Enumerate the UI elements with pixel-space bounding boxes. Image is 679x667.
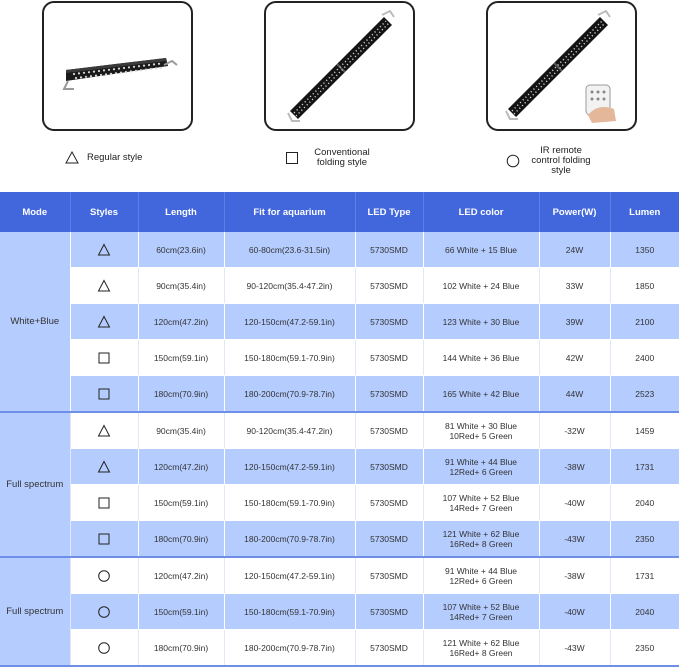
style-cell bbox=[70, 485, 138, 521]
fit-cell: 180-200cm(70.9-78.7in) bbox=[224, 630, 355, 667]
power-cell: -32W bbox=[539, 412, 610, 449]
led-color-line: 102 White + 24 Blue bbox=[442, 280, 520, 291]
product-image-folding bbox=[264, 1, 415, 131]
fit-cell: 90-120cm(35.4-47.2in) bbox=[224, 412, 355, 449]
power-cell: -43W bbox=[539, 521, 610, 558]
table-row bbox=[0, 449, 679, 485]
fit-cell: 120-150cm(47.2-59.1in) bbox=[224, 557, 355, 594]
mode-cell: White+Blue bbox=[0, 232, 70, 412]
led-color-line: 165 White + 42 Blue bbox=[442, 388, 520, 399]
product-image-regular bbox=[42, 1, 193, 131]
lumen-cell: 1350 bbox=[610, 232, 679, 268]
length-cell: 180cm(70.9in) bbox=[138, 630, 224, 667]
lumen-cell: 2040 bbox=[610, 485, 679, 521]
table-row bbox=[0, 304, 679, 340]
table-row bbox=[0, 594, 679, 630]
led-color-cell bbox=[423, 340, 539, 376]
table-row bbox=[0, 630, 679, 667]
length-cell: 180cm(70.9in) bbox=[138, 376, 224, 413]
lumen-cell: 2040 bbox=[610, 594, 679, 630]
header-led-type: LED Type bbox=[355, 192, 423, 232]
led-color-cell bbox=[423, 268, 539, 304]
circle-icon bbox=[97, 605, 111, 619]
fit-cell: 120-150cm(47.2-59.1in) bbox=[224, 304, 355, 340]
length-cell: 120cm(47.2in) bbox=[138, 557, 224, 594]
led-type-cell: 5730SMD bbox=[355, 449, 423, 485]
led-type-cell: 5730SMD bbox=[355, 232, 423, 268]
led-color-line: 66 White + 15 Blue bbox=[444, 244, 518, 255]
header-lumen: Lumen bbox=[610, 192, 679, 232]
led-color-line: 12Red+ 6 Green bbox=[449, 575, 513, 586]
regular-light-image bbox=[44, 3, 191, 129]
style-card-ir-remote bbox=[486, 0, 637, 130]
led-color-line: 121 White + 62 Blue bbox=[442, 528, 520, 539]
legend-folding bbox=[284, 148, 377, 168]
led-type-cell: 5730SMD bbox=[355, 557, 423, 594]
length-cell: 180cm(70.9in) bbox=[138, 521, 224, 558]
table-row bbox=[0, 268, 679, 304]
lumen-cell: 2100 bbox=[610, 304, 679, 340]
led-type-cell: 5730SMD bbox=[355, 376, 423, 413]
style-cell bbox=[70, 376, 138, 413]
led-type-cell: 5730SMD bbox=[355, 485, 423, 521]
mode-cell: Full spectrum bbox=[0, 412, 70, 557]
led-color-line: 91 White + 44 Blue bbox=[444, 456, 518, 467]
triangle-icon bbox=[64, 150, 80, 166]
style-cell bbox=[70, 521, 138, 558]
power-cell: -38W bbox=[539, 449, 610, 485]
lumen-cell: 2350 bbox=[610, 630, 679, 667]
fit-cell: 90-120cm(35.4-47.2in) bbox=[224, 268, 355, 304]
led-color-line: 107 White + 52 Blue bbox=[442, 492, 520, 503]
led-color-cell bbox=[423, 485, 539, 521]
fit-cell: 150-180cm(59.1-70.9in) bbox=[224, 594, 355, 630]
led-color-line: 123 White + 30 Blue bbox=[442, 316, 520, 327]
triangle-icon bbox=[97, 279, 111, 293]
led-color-cell bbox=[423, 521, 539, 558]
led-color-cell bbox=[423, 449, 539, 485]
led-type-cell: 5730SMD bbox=[355, 594, 423, 630]
square-icon bbox=[284, 150, 300, 166]
length-cell: 120cm(47.2in) bbox=[138, 304, 224, 340]
folding-light-image bbox=[266, 3, 413, 129]
remote-control-icon bbox=[586, 85, 616, 123]
legend-ir-remote-label: IR remote control folding style bbox=[531, 145, 591, 176]
led-color-cell bbox=[423, 557, 539, 594]
square-icon bbox=[97, 496, 111, 510]
square-icon bbox=[97, 351, 111, 365]
lumen-cell: 2400 bbox=[610, 340, 679, 376]
led-color-line: 144 White + 36 Blue bbox=[442, 352, 520, 363]
led-type-cell: 5730SMD bbox=[355, 340, 423, 376]
led-color-line: 16Red+ 8 Green bbox=[449, 647, 513, 658]
square-icon bbox=[97, 532, 111, 546]
style-cell bbox=[70, 268, 138, 304]
led-color-line: 81 White + 30 Blue bbox=[444, 420, 518, 431]
table-body bbox=[0, 232, 679, 666]
table-row bbox=[0, 485, 679, 521]
led-color-line: 14Red+ 7 Green bbox=[449, 611, 513, 622]
header-led-color: LED color bbox=[423, 192, 539, 232]
ir-remote-light-image bbox=[488, 3, 635, 129]
table-row bbox=[0, 557, 679, 594]
power-cell: -40W bbox=[539, 485, 610, 521]
mode-cell: Full spectrum bbox=[0, 557, 70, 666]
length-cell: 150cm(59.1in) bbox=[138, 485, 224, 521]
triangle-icon bbox=[97, 460, 111, 474]
fit-cell: 180-200cm(70.9-78.7in) bbox=[224, 521, 355, 558]
led-type-cell: 5730SMD bbox=[355, 412, 423, 449]
led-color-cell bbox=[423, 304, 539, 340]
triangle-icon bbox=[97, 424, 111, 438]
led-type-cell: 5730SMD bbox=[355, 268, 423, 304]
led-color-line: 10Red+ 5 Green bbox=[449, 430, 513, 441]
lumen-cell: 1459 bbox=[610, 412, 679, 449]
led-color-cell bbox=[423, 594, 539, 630]
table-row bbox=[0, 232, 679, 268]
length-cell: 150cm(59.1in) bbox=[138, 340, 224, 376]
header-styles: Styles bbox=[70, 192, 138, 232]
style-card-regular bbox=[42, 0, 193, 130]
legend-folding-label: Conventional folding style bbox=[314, 147, 370, 168]
circle-icon bbox=[97, 641, 111, 655]
style-cell bbox=[70, 630, 138, 667]
fit-cell: 180-200cm(70.9-78.7in) bbox=[224, 376, 355, 413]
fit-cell: 60-80cm(23.6-31.5in) bbox=[224, 232, 355, 268]
legend-regular bbox=[64, 150, 142, 166]
style-cell bbox=[70, 340, 138, 376]
length-cell: 150cm(59.1in) bbox=[138, 594, 224, 630]
circle-icon bbox=[505, 153, 521, 169]
power-cell: -43W bbox=[539, 630, 610, 667]
table-row bbox=[0, 376, 679, 413]
header-length: Length bbox=[138, 192, 224, 232]
led-color-cell bbox=[423, 412, 539, 449]
power-cell: 39W bbox=[539, 304, 610, 340]
length-cell: 120cm(47.2in) bbox=[138, 449, 224, 485]
power-cell: 24W bbox=[539, 232, 610, 268]
header-power: Power(W) bbox=[539, 192, 610, 232]
led-color-cell bbox=[423, 232, 539, 268]
style-cell bbox=[70, 449, 138, 485]
fit-cell: 150-180cm(59.1-70.9in) bbox=[224, 485, 355, 521]
fit-cell: 120-150cm(47.2-59.1in) bbox=[224, 449, 355, 485]
led-color-line: 12Red+ 6 Green bbox=[449, 466, 513, 477]
power-cell: 42W bbox=[539, 340, 610, 376]
lumen-cell: 1731 bbox=[610, 557, 679, 594]
legend-regular-label: Regular style bbox=[87, 152, 143, 163]
style-cell bbox=[70, 557, 138, 594]
fit-cell: 150-180cm(59.1-70.9in) bbox=[224, 340, 355, 376]
style-cell bbox=[70, 412, 138, 449]
lumen-cell: 1850 bbox=[610, 268, 679, 304]
power-cell: -40W bbox=[539, 594, 610, 630]
led-color-line: 14Red+ 7 Green bbox=[449, 502, 513, 513]
style-cell bbox=[70, 304, 138, 340]
header-mode: Mode bbox=[0, 192, 70, 232]
length-cell: 90cm(35.4in) bbox=[138, 412, 224, 449]
power-cell: 33W bbox=[539, 268, 610, 304]
legend-ir-remote bbox=[505, 146, 594, 176]
led-color-line: 107 White + 52 Blue bbox=[442, 601, 520, 612]
table-row bbox=[0, 521, 679, 558]
length-cell: 90cm(35.4in) bbox=[138, 268, 224, 304]
led-type-cell: 5730SMD bbox=[355, 521, 423, 558]
circle-icon bbox=[97, 569, 111, 583]
led-color-line: 121 White + 62 Blue bbox=[442, 637, 520, 648]
triangle-icon bbox=[97, 315, 111, 329]
style-cell bbox=[70, 232, 138, 268]
length-cell: 60cm(23.6in) bbox=[138, 232, 224, 268]
table-header-row bbox=[0, 192, 679, 232]
led-color-line: 91 White + 44 Blue bbox=[444, 565, 518, 576]
style-cell bbox=[70, 594, 138, 630]
table-row bbox=[0, 412, 679, 449]
header-fit: Fit for aquarium bbox=[224, 192, 355, 232]
led-color-cell bbox=[423, 376, 539, 413]
table-row bbox=[0, 340, 679, 376]
square-icon bbox=[97, 387, 111, 401]
lumen-cell: 2350 bbox=[610, 521, 679, 558]
triangle-icon bbox=[97, 243, 111, 257]
product-image-ir-remote bbox=[486, 1, 637, 131]
lumen-cell: 1731 bbox=[610, 449, 679, 485]
led-type-cell: 5730SMD bbox=[355, 304, 423, 340]
led-color-line: 16Red+ 8 Green bbox=[449, 538, 513, 549]
style-card-folding bbox=[264, 0, 415, 130]
power-cell: -38W bbox=[539, 557, 610, 594]
spec-table bbox=[0, 192, 679, 667]
lumen-cell: 2523 bbox=[610, 376, 679, 413]
power-cell: 44W bbox=[539, 376, 610, 413]
led-color-cell bbox=[423, 630, 539, 667]
led-type-cell: 5730SMD bbox=[355, 630, 423, 667]
